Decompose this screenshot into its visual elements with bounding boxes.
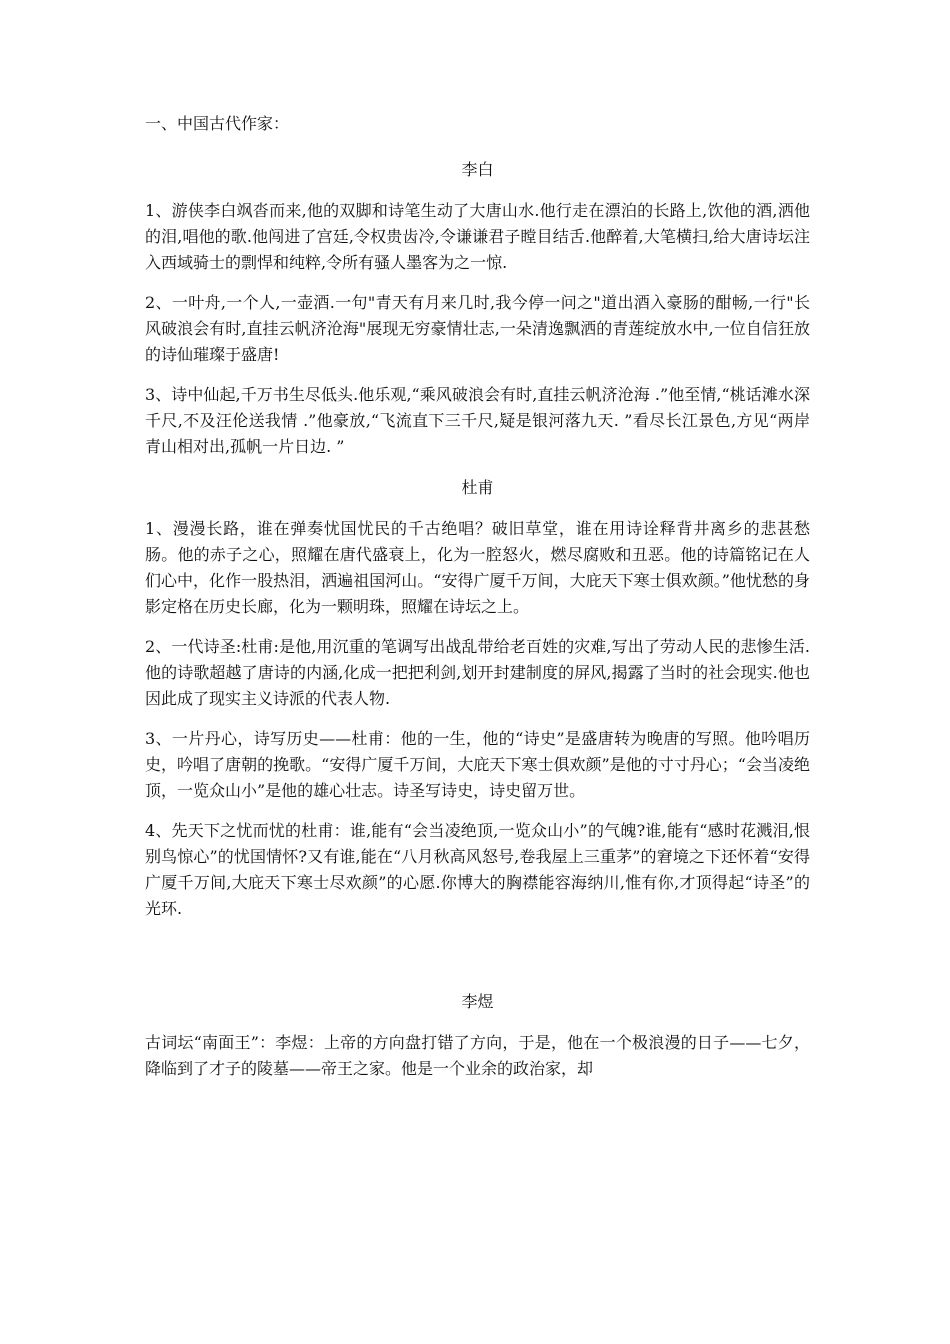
author-title-du-fu: 杜甫 xyxy=(461,478,494,497)
paragraph: 1、漫漫长路，谁在弹奏忧国忧民的千古绝唱？破旧草堂，谁在用诗诠释背井离乡的悲甚愁肠。他的赤子之心，照耀在唐代盛衰上，化为一腔怒火，燃尽腐败和丑恶。他的诗篇铭记在人们心中，化作一股热泪，洒遍祖国河山。“安得广厦千万间，大庇天下寒士俱欢颜。”他忧愁的身影定格在历史长廊，化为一颗明珠，照耀在诗坛之上。 xyxy=(145,519,810,616)
author-title-li-yu: 李煜 xyxy=(461,992,494,1011)
paragraph: 古词坛“南面王”：李煜：上帝的方向盘打错了方向，于是，他在一个极浪漫的日子——七夕，降临到了才子的陵墓——帝王之家。他是一个业余的政治家，却 xyxy=(145,1033,810,1078)
section-heading: 一、中国古代作家： xyxy=(145,114,290,133)
paragraph: 1、游侠李白飒沓而来,他的双脚和诗笔生动了大唐山水.他行走在漂泊的长路上,饮他的酒,洒他的泪,唱他的歌.他闯进了宫廷,令权贵齿冷,令谦谦君子瞠目结舌.他醉着,大笔横扫,给大唐诗坛注入西域骑士的剽悍和纯粹,令所有骚人墨客为之一惊. xyxy=(145,201,810,272)
paragraph: 2、一代诗圣:杜甫:是他,用沉重的笔调写出战乱带给老百姓的灾难,写出了劳动人民的悲惨生活.他的诗歌超越了唐诗的内涵,化成一把把利剑,划开封建制度的屏风,揭露了当时的社会现实.他也因此成了现实主义诗派的代表人物. xyxy=(145,637,810,708)
spacer xyxy=(145,936,810,988)
paragraph: 2、一叶舟,一个人,一壶酒.一句"青天有月来几时,我今停一问之"道出酒入豪肠的酣畅,一行"长风破浪会有时,直挂云帆济沧海"展现无穷豪情壮志,一朵清逸飘洒的青莲绽放水中,一位自信狂放的诗仙璀璨于盛唐! xyxy=(145,293,810,364)
section-du-fu xyxy=(145,474,810,922)
paragraph: 3、一片丹心，诗写历史——杜甫：他的一生，他的“诗史”是盛唐转为晚唐的写照。他吟唱历史，吟唱了唐朝的挽歌。“安得广厦千万间，大庇天下寒士俱欢颜”是他的寸寸丹心；“会当凌绝顶，一览众山小”是他的雄心壮志。诗圣写诗史，诗史留万世。 xyxy=(145,729,810,800)
paragraph: 4、先天下之忧而忧的杜甫：谁,能有“会当凌绝顶,一览众山小”的气魄?谁,能有“感时花溅泪,恨别鸟惊心”的忧国情怀?又有谁,能在“八月秋高风怒号,卷我屋上三重茅”的窘境之下还怀着“安得广厦千万间,大庇天下寒士尽欢颜”的心愿.你博大的胸襟能容海纳川,惟有你,才顶得起“诗圣”的光环. xyxy=(145,821,810,918)
section-li-yu xyxy=(145,988,810,1082)
document-page xyxy=(145,110,810,1096)
section-li-bai xyxy=(145,156,810,460)
paragraph: 3、诗中仙起,千万书生尽低头.他乐观,“乘风破浪会有时,直挂云帆济沧海 .”他至情,“桃话滩水深千尺,不及汪伦送我情 .”他豪放,“飞流直下三千尺,疑是银河落九天. ”看尽长江景色,方见“两岸青山相对出,孤帆一片日边. ” xyxy=(145,385,810,456)
author-title-li-bai: 李白 xyxy=(461,160,494,179)
